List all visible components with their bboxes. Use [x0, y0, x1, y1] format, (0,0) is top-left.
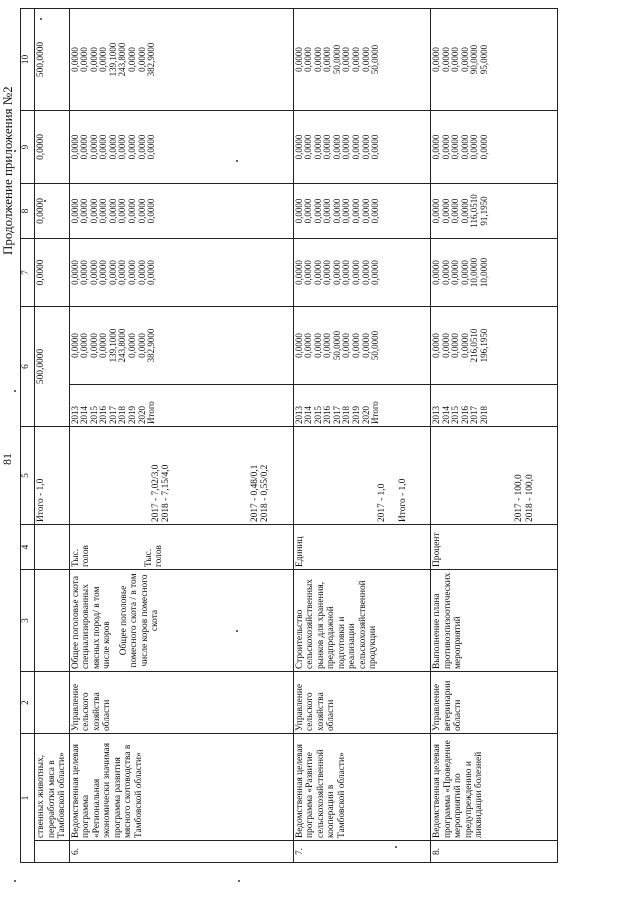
indicator-text: Общее поголовье помесного скота / в том числе коров помесного скота [118, 573, 160, 668]
target-values [431, 427, 558, 525]
local-funding: 0,0000 0,0000 0,0000 0,0000 0,0000 0,0000 [431, 111, 558, 184]
row-number [35, 841, 70, 863]
years: 2013 2014 2015 2016 2017 2018 2019 2020 Итого [293, 385, 431, 427]
total-funding: 500,0000 [35, 307, 70, 427]
regional-funding: 0,0000 0,0000 0,0000 0,0000 0,0000 0,0000 0,0000 0,0000 0,0000 [293, 184, 431, 239]
program-table [20, 8, 558, 863]
target-values-text: 2017 - 1,0 Итого - 1,0 [376, 478, 408, 522]
unit [69, 525, 293, 570]
unit [35, 525, 70, 570]
regional-funding: 0,0000 [35, 184, 70, 239]
federal-funding: 0,0000 [35, 239, 70, 307]
column-header: 8 [21, 184, 35, 239]
unit: Процент [431, 525, 558, 570]
column-header: 9 [21, 111, 35, 184]
column-header: 6 [21, 307, 35, 427]
federal-funding: 0,0000 0,0000 0,0000 0,0000 0,0000 0,0000 0,0000 0,0000 0,0000 [69, 239, 293, 307]
target-values-text: 2017 - 100,0 2018 - 100,0 [514, 474, 535, 522]
executor: Управление сельского хозяйства области [69, 672, 293, 734]
total-funding: 0,0000 0,0000 0,0000 0,0000 216,0510 196,1950 [431, 307, 558, 385]
unit-text: Тыс. голов [143, 545, 164, 567]
unit-text: Тыс. голов [70, 545, 91, 567]
target-values-text: 2017 - 0,48/0,1 2018 - 0,55/0,2 [249, 464, 270, 522]
total-funding: 0,0000 0,0000 0,0000 0,0000 139,1000 243,8000 0,0000 0,0000 382,9000 [69, 307, 293, 385]
local-funding: 0,0000 0,0000 0,0000 0,0000 0,0000 0,0000 0,0000 0,0000 0,0000 [293, 111, 431, 184]
column-header: 10 [21, 9, 35, 111]
program-name: ственных животных, переработки мяса в Тамбовской области» [35, 734, 70, 841]
table-row-continuation [35, 9, 70, 863]
indicator [35, 570, 70, 672]
total-funding: 0,0000 0,0000 0,0000 0,0000 50,0000 0,0000 0,0000 0,0000 50,0000 [293, 307, 431, 385]
row-number: 7. [293, 841, 431, 863]
column-header: 5 [21, 427, 35, 525]
column-header: 3 [21, 570, 35, 672]
program-name: Ведомственная целевая программа «Региональная экономически значимая программа развития мясного скотоводства в Тамбовской области» [69, 734, 293, 841]
program-name: Ведомственная целевая программа «Проведение мероприятий по предупреждению и ликвидации болезней [431, 734, 558, 841]
table-row-program-6 [69, 9, 293, 863]
other-funding: 0,0000 0,0000 0,0000 0,0000 139,1000 243,8000 0,0000 0,0000 382,9000 [69, 9, 293, 111]
local-funding: 0,0000 0,0000 0,0000 0,0000 0,0000 0,0000 0,0000 0,0000 0,0000 [69, 111, 293, 184]
column-header: 2 [21, 672, 35, 734]
target-values [293, 427, 431, 525]
column-number-row [21, 9, 35, 863]
executor [35, 672, 70, 734]
years: 2013 2014 2015 2016 2017 2018 [431, 385, 558, 427]
page-number: 81 [0, 453, 14, 465]
years: 2013 2014 2015 2016 2017 2018 2019 2020 Итого [69, 385, 293, 427]
column-header: 7 [21, 239, 35, 307]
other-funding: 0,0000 0,0000 0,0000 0,0000 90,0000 95,0000 [431, 9, 558, 111]
other-funding: 500,0000 [35, 9, 70, 111]
indicator: Выполнение плана противоэпизоотических мероприятий [431, 570, 558, 672]
executor: Управление сельского хозяйства области [293, 672, 431, 734]
federal-funding: 0,0000 0,0000 0,0000 0,0000 10,0000 10,0000 [431, 239, 558, 307]
executor: Управление ветеринарии области [431, 672, 558, 734]
column-header: 1 [21, 734, 35, 863]
indicator-text: Общее поголовье скота специализированных мясных пород/ в том числе коров [70, 575, 112, 669]
local-funding: 0,0000 [35, 111, 70, 184]
federal-funding: 0,0000 0,0000 0,0000 0,0000 0,0000 0,0000 0,0000 0,0000 0,0000 [293, 239, 431, 307]
target-values: Итого - 1,0 [35, 427, 70, 525]
target-values [69, 427, 293, 525]
regional-funding: 0,0000 0,0000 0,0000 0,0000 0,0000 0,0000 0,0000 0,0000 0,0000 [69, 184, 293, 239]
row-number: 6. [69, 841, 293, 863]
row-number: 8. [431, 841, 558, 863]
table-row-program-7 [293, 9, 431, 863]
column-header: 4 [21, 525, 35, 570]
indicator: Строительство сельскохозяйственных рынков для хранения, предпродажной подготовки и реализации сельскохозяйственной продукции [293, 570, 431, 672]
table-row-program-8 [431, 9, 558, 863]
regional-funding: 0,0000 0,0000 0,0000 0,0000 116,0510 91,1950 [431, 184, 558, 239]
other-funding: 0,0000 0,0000 0,0000 0,0000 50,0000 0,0000 0,0000 0,0000 50,0000 [293, 9, 431, 111]
indicator [69, 570, 293, 672]
appendix-title: Продолжение приложения №2 [0, 86, 15, 255]
target-values-text: 2017 - 7,02/3,0 2018 - 7,15/4,0 [150, 464, 171, 522]
unit: Единиц [293, 525, 431, 570]
program-name: Ведомственная целевая программа «Развитие сельскохозяйственной кооперации в Тамбовской области» [293, 734, 431, 841]
